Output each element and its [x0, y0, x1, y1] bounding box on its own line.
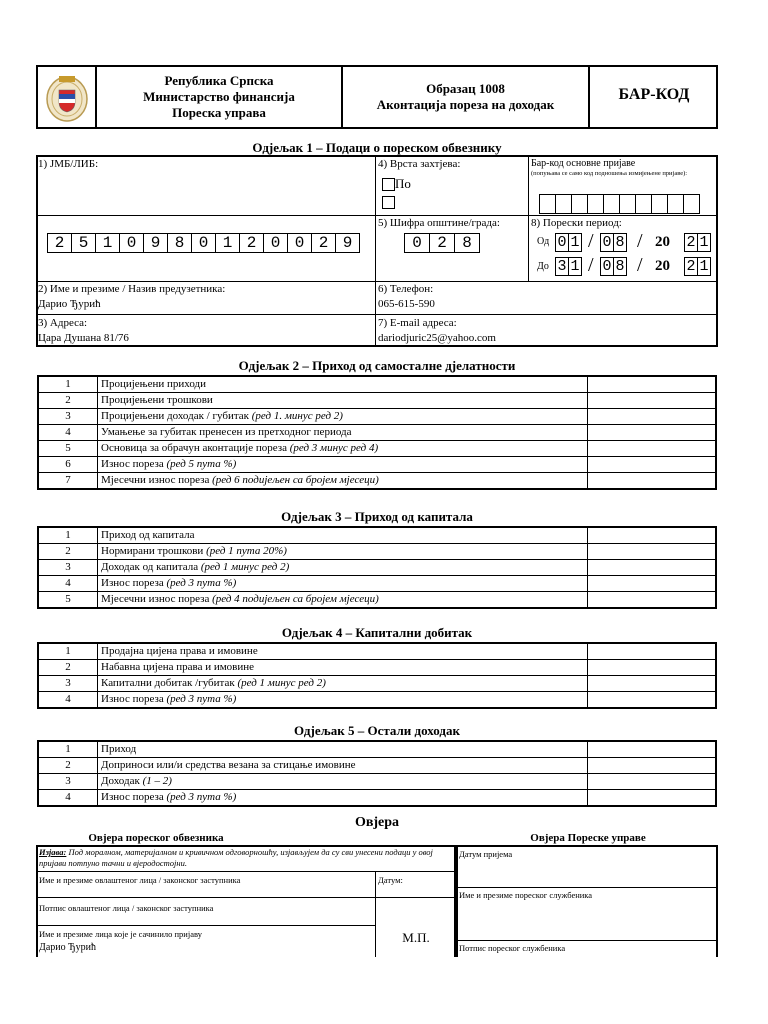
v-hline-1 [36, 871, 456, 872]
barcode-cell[interactable] [651, 194, 668, 214]
row-note: (ред 3 пута %) [166, 577, 237, 589]
row-value[interactable] [588, 643, 717, 660]
barcode-cell[interactable] [587, 194, 604, 214]
row-number: 1 [38, 527, 98, 544]
row-value[interactable] [588, 560, 717, 576]
row-number: 5 [38, 592, 98, 609]
v-hline-2 [36, 897, 456, 898]
barcode-label: БАР-КОД [618, 86, 690, 103]
row-text: Приход од капитала [101, 529, 195, 541]
o-hline-2 [456, 940, 718, 941]
authorized-name-label: Име и презиме овлаштеног лица / законског заступника [39, 875, 241, 885]
table-row [38, 774, 716, 790]
row-note: (ред 1. минус ред 2) [251, 410, 343, 422]
barcode-cell[interactable] [619, 194, 636, 214]
row-text: Доходак [101, 775, 143, 787]
address-label: 3) Адреса: [38, 317, 88, 329]
barcode-cell[interactable] [539, 194, 556, 214]
org-name-line-1: Република Српска [164, 73, 274, 88]
phone-label: 6) Телефон: [378, 283, 434, 295]
s1-hline-1 [36, 215, 718, 216]
period-to-year-digit[interactable]: 2 [684, 257, 698, 276]
period-from-year-prefix: 20 [655, 234, 670, 250]
row-number: 6 [38, 457, 98, 473]
request-type-checkbox-1[interactable] [382, 178, 395, 191]
jmb-digit[interactable]: 0 [287, 233, 312, 253]
row-note: (ред 1 пута 20%) [206, 545, 287, 557]
row-description [98, 425, 588, 441]
row-number: 2 [38, 758, 98, 774]
row-note: (ред 1 минус ред 2) [237, 677, 326, 689]
barcode-cell[interactable] [555, 194, 572, 214]
row-text: Процијењени доходак / губитак [101, 410, 252, 422]
row-note: (ред 3 пута %) [166, 693, 237, 705]
barcode-cell[interactable] [667, 194, 684, 214]
name-label: 2) Име и презиме / Назив предузетника: [38, 283, 226, 295]
jmb-digit[interactable]: 0 [191, 233, 216, 253]
table-row [38, 592, 716, 609]
row-text: Износ пореза [101, 791, 167, 803]
table-row [38, 790, 716, 807]
period-from-day[interactable] [556, 233, 582, 252]
row-number: 3 [38, 774, 98, 790]
s1-hline-3 [36, 314, 718, 315]
jmb-label: 1) ЈМБ/ЛИБ: [38, 158, 99, 170]
taxpayer-statement [39, 847, 453, 869]
row-number: 2 [38, 544, 98, 560]
jmb-digit[interactable]: 5 [71, 233, 96, 253]
municipality-digit[interactable]: 8 [454, 233, 480, 253]
row-value[interactable] [588, 790, 717, 807]
table-row [38, 643, 716, 660]
period-to-slash-1: / [588, 254, 594, 276]
stamp-label: М.П. [402, 930, 430, 945]
jmb-digit[interactable]: 2 [239, 233, 264, 253]
row-value[interactable] [588, 758, 717, 774]
period-to-year-digit[interactable]: 1 [697, 257, 711, 276]
row-number: 7 [38, 473, 98, 490]
request-type-option-1: По [395, 176, 411, 191]
row-note: (ред 4 подијељен са бројем мјесеци) [212, 593, 379, 605]
section2-title: Одјељак 2 – Приход од самосталне дјелатности [238, 358, 516, 373]
row-description [98, 592, 588, 609]
row-description [98, 660, 588, 676]
row-text: Мјесечни износ пореза [101, 474, 213, 486]
preparer-label: Име и презиме лица које је сачинило пријаву [39, 929, 202, 939]
receipt-date-label: Датум пријема [459, 849, 513, 859]
row-number: 1 [38, 643, 98, 660]
row-description [98, 676, 588, 692]
row-value[interactable] [588, 425, 717, 441]
row-description [98, 560, 588, 576]
org-name-line-2: Министарство финансија [143, 89, 295, 104]
row-text: Доприноси или/и средства везана за стицање имовине [101, 759, 356, 771]
row-value[interactable] [588, 409, 717, 425]
row-description [98, 774, 588, 790]
email-label: 7) E-mail адреса: [378, 317, 457, 329]
jmb-digit[interactable]: 1 [95, 233, 120, 253]
phone-value[interactable]: 065-615-590 [378, 298, 435, 310]
row-description [98, 457, 588, 473]
period-to-day[interactable] [556, 257, 582, 276]
row-value[interactable] [588, 393, 717, 409]
period-to-day-digit[interactable]: 1 [568, 257, 582, 276]
period-to-year-prefix: 20 [655, 258, 670, 274]
jmb-digit[interactable]: 0 [119, 233, 144, 253]
row-number: 3 [38, 676, 98, 692]
row-text: Износ пореза [101, 577, 167, 589]
row-number: 1 [38, 376, 98, 393]
barcode-cell[interactable] [635, 194, 652, 214]
row-description [98, 376, 588, 393]
period-from-year[interactable] [685, 233, 711, 252]
row-description [98, 576, 588, 592]
row-number: 4 [38, 790, 98, 807]
table-row [38, 393, 716, 409]
barcode-base-cells[interactable] [540, 194, 700, 214]
o-hline-1 [456, 887, 718, 888]
row-description [98, 741, 588, 758]
table-row [38, 758, 716, 774]
jmb-digit[interactable]: 2 [311, 233, 336, 253]
row-value[interactable] [588, 527, 717, 544]
table-row [38, 660, 716, 676]
statement-label: Изјава: [39, 847, 67, 857]
period-from-month-digit[interactable]: 8 [613, 233, 627, 252]
date-label: Датум: [378, 875, 403, 885]
row-text: Набавна цијена права и имовине [101, 661, 255, 673]
row-value[interactable] [588, 576, 717, 592]
row-number: 4 [38, 576, 98, 592]
row-number: 5 [38, 441, 98, 457]
s1-vline-right [528, 155, 529, 282]
jmb-digit[interactable]: 8 [167, 233, 192, 253]
period-to-month-digit[interactable]: 8 [613, 257, 627, 276]
row-description [98, 643, 588, 660]
officer-name-label: Име и презиме пореског службеника [459, 890, 593, 900]
row-number: 3 [38, 409, 98, 425]
period-label: 8) Порески период: [531, 217, 622, 229]
signature-label: Потпис овлаштеног лица / законског заступника [39, 903, 214, 913]
row-value[interactable] [588, 741, 717, 758]
row-description [98, 393, 588, 409]
preparer-value[interactable]: Дарио Ђурић [39, 942, 96, 953]
row-number: 4 [38, 425, 98, 441]
name-value[interactable]: Дарио Ђурић [38, 298, 101, 310]
row-description [98, 692, 588, 709]
table-row [38, 692, 716, 709]
period-from-slash-2: / [637, 230, 643, 252]
municipality-digit[interactable]: 0 [404, 233, 430, 253]
row-value[interactable] [588, 592, 717, 609]
row-text: Капитални добитак /губитак [101, 677, 238, 689]
row-value[interactable] [588, 676, 717, 692]
jmb-digit[interactable]: 9 [335, 233, 360, 253]
taxpayer-verification-title: Овјера пореског обвезника [88, 832, 224, 844]
row-number: 1 [38, 741, 98, 758]
row-value[interactable] [588, 376, 717, 393]
section2-table [37, 375, 717, 490]
row-description [98, 758, 588, 774]
period-from-day-digit[interactable]: 0 [555, 233, 569, 252]
email-value[interactable]: dariodjuric25@yahoo.com [378, 332, 496, 344]
row-description [98, 473, 588, 490]
section4-title: Одјељак 4 – Капитални добитак [281, 625, 473, 640]
barcode-cell[interactable] [603, 194, 620, 214]
row-text: Умањење за губитак пренесен из претходног периода [101, 426, 352, 438]
period-from-label: Од [537, 236, 550, 247]
table-row [38, 741, 716, 758]
table-row [38, 457, 716, 473]
barcode-cell[interactable] [571, 194, 588, 214]
jmb-digit[interactable]: 1 [215, 233, 240, 253]
form-number: Образац 1008 [426, 81, 505, 96]
row-value[interactable] [588, 473, 717, 490]
v-hline-3 [36, 925, 376, 926]
row-description [98, 544, 588, 560]
period-from-year-digit[interactable]: 1 [697, 233, 711, 252]
municipality-digit[interactable]: 2 [429, 233, 455, 253]
org-name-line-3: Пореска управа [172, 105, 266, 120]
table-row [38, 544, 716, 560]
section5-title: Одјељак 5 – Остали доходак [293, 723, 461, 738]
period-to-label: До [537, 261, 549, 272]
row-text: Износ пореза [101, 693, 167, 705]
barcode-cell[interactable] [683, 194, 700, 214]
period-to-month[interactable] [601, 257, 627, 276]
office-verification-title: Овјера Пореске управе [530, 832, 646, 844]
section1-title: Одјељак 1 – Подаци о пореском обвезнику [252, 140, 502, 155]
row-note: (ред 3 пута %) [166, 791, 237, 803]
row-note: (ред 1 минус ред 2) [200, 561, 290, 573]
row-number: 2 [38, 660, 98, 676]
table-row [38, 676, 716, 692]
table-row [38, 560, 716, 576]
row-text: Процијењени трошкови [101, 394, 213, 406]
row-text: Приход [101, 743, 137, 755]
row-text: Доходак од капитала [101, 561, 201, 573]
section3-title: Одјељак 3 – Приход од капитала [281, 509, 473, 524]
jmb-digit[interactable]: 2 [47, 233, 72, 253]
s1-vline-mid [375, 155, 376, 347]
row-text: Продајна цијена права и имовине [101, 645, 258, 657]
row-value[interactable] [588, 774, 717, 790]
coat-of-arms-icon [44, 70, 90, 124]
row-value[interactable] [588, 441, 717, 457]
period-from-year-digit[interactable]: 2 [684, 233, 698, 252]
municipality-digits[interactable] [405, 233, 480, 253]
period-to-slash-2: / [637, 254, 643, 276]
row-note: (ред 6 подијељен са бројем мјесеци) [212, 474, 379, 486]
row-note: (1 – 2) [142, 775, 172, 787]
request-type-checkbox-2[interactable] [382, 196, 395, 209]
row-text: Нормирани трошкови [101, 545, 207, 557]
table-row [38, 409, 716, 425]
row-description [98, 441, 588, 457]
municipality-label: 5) Шифра општине/града: [378, 217, 500, 229]
jmb-digits[interactable] [48, 233, 360, 253]
row-value[interactable] [588, 692, 717, 709]
verification-title: Овјера [354, 815, 400, 830]
row-number: 4 [38, 692, 98, 709]
barcode-base-note: (попуњава се само код подношења измијењене пријаве): [531, 170, 688, 177]
period-from-month-digit[interactable]: 0 [600, 233, 614, 252]
form-name: Аконтација пореза на доходак [376, 97, 555, 112]
row-description [98, 790, 588, 807]
row-number: 2 [38, 393, 98, 409]
table-row [38, 473, 716, 490]
row-note: (ред 3 минус ред 4) [289, 442, 379, 454]
table-row [38, 425, 716, 441]
row-description [98, 409, 588, 425]
period-to-year[interactable] [685, 257, 711, 276]
address-value[interactable]: Цара Душана 81/76 [38, 332, 129, 344]
jmb-digit[interactable]: 0 [263, 233, 288, 253]
row-description [98, 527, 588, 544]
row-text: Процијењени приходи [101, 378, 207, 390]
row-value[interactable] [588, 544, 717, 560]
table-row [38, 376, 716, 393]
section4-table [37, 642, 717, 709]
section3-table [37, 526, 717, 609]
statement-text: Под моралном, материјалном и кривичном одговорношћу, изјављујем да су сви унесени подаци у овој пријави потпуно тачни и вјеродостојни. [39, 847, 433, 868]
period-from-slash-1: / [588, 230, 594, 252]
officer-signature-label: Потпис пореског службеника [459, 943, 566, 953]
section5-table [37, 740, 717, 807]
period-to-month-digit[interactable]: 0 [600, 257, 614, 276]
period-from-day-digit[interactable]: 1 [568, 233, 582, 252]
table-row [38, 527, 716, 544]
row-text: Мјесечни износ пореза [101, 593, 213, 605]
period-from-month[interactable] [601, 233, 627, 252]
row-text: Износ пореза [101, 458, 167, 470]
jmb-digit[interactable]: 9 [143, 233, 168, 253]
period-to-day-digit[interactable]: 3 [555, 257, 569, 276]
table-row [38, 441, 716, 457]
request-type-label: 4) Врста захтјева: [378, 158, 461, 170]
row-value[interactable] [588, 660, 717, 676]
barcode-base-label: Бар-код основне пријаве [531, 158, 636, 169]
row-text: Основица за обрачун аконтације пореза [101, 442, 290, 454]
table-row [38, 576, 716, 592]
row-number: 3 [38, 560, 98, 576]
s1-hline-2 [36, 281, 718, 282]
row-value[interactable] [588, 457, 717, 473]
row-note: (ред 5 пута %) [166, 458, 237, 470]
